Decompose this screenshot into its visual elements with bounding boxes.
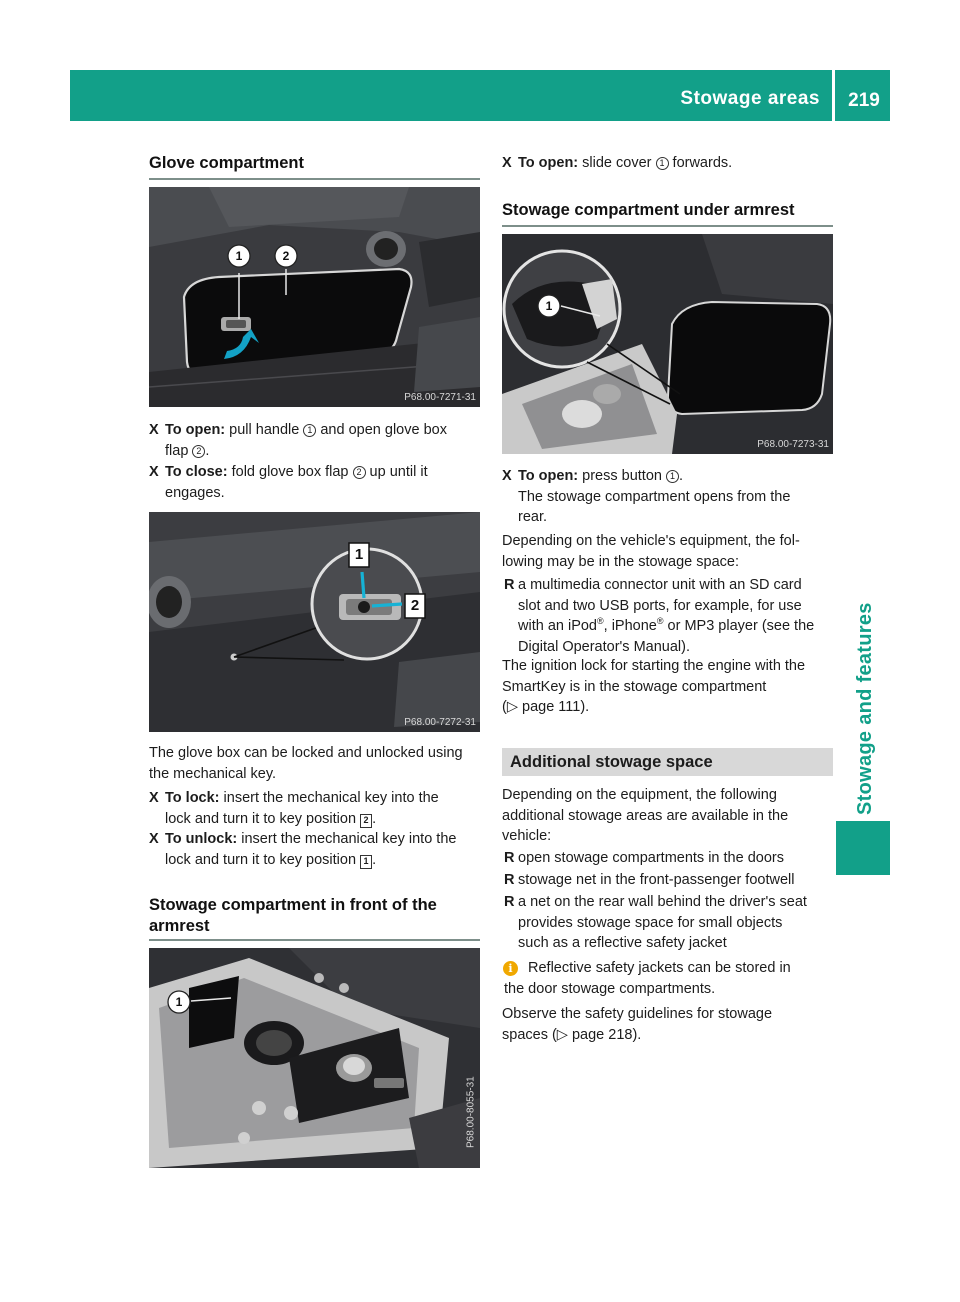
additional-heading: Additional stowage space <box>510 753 713 771</box>
number-marker: 1 <box>666 470 679 483</box>
key-position-marker: 2 <box>360 814 372 828</box>
step-unlock: X To unlock: insert the mechanical key into the lock and turn it to key position 1 . <box>149 831 457 868</box>
info-note: Reflective safety jackets can be stored in the door stowage compartments. <box>504 960 791 997</box>
equipment-intro: Depending on the vehicle's equipment, the fol- lowing may be in the stowage space: <box>502 533 800 570</box>
glove-heading: Glove compartment <box>149 154 304 172</box>
step-lock: X To lock: insert the mechanical key into the lock and turn it to key position 2 . <box>149 790 439 827</box>
figure-code: P68.00-7273-31 <box>757 439 829 450</box>
side-tab-label: Stowage and features <box>854 602 876 815</box>
front-armrest-illustration <box>149 948 480 1168</box>
heading-rule <box>502 225 833 227</box>
key-1: 1 <box>354 546 364 563</box>
number-marker: 2 <box>353 466 366 479</box>
page-link-218[interactable]: spaces (▷ page 218). <box>502 1026 642 1043</box>
heading-rule <box>149 178 480 180</box>
bullet-doors: R open stowage compartments in the doors <box>504 850 784 866</box>
additional-heading-box <box>502 748 833 776</box>
bullet-net-footwell: R stowage net in the front-passenger footwell <box>504 872 795 888</box>
key-position-marker: 1 <box>360 855 372 869</box>
under-armrest-figure <box>502 234 833 454</box>
key-2: 2 <box>410 597 420 614</box>
bullet-multimedia: R a multimedia connector unit with an SD card slot and two USB ports, for example, for use with an iPod®, iPhone® or MP3 player (see the Digital Operator's Manual). <box>504 577 815 655</box>
glove-illustration <box>149 187 480 407</box>
number-marker: 2 <box>192 445 205 458</box>
additional-intro: Depending on the equipment, the following additional stowage areas are available in the vehicle: <box>502 787 789 844</box>
info-icon: i <box>503 961 518 976</box>
callout-1: 1 <box>545 299 553 313</box>
front-armrest-figure <box>149 948 480 1168</box>
observe-note: Observe the safety guidelines for stowage spaces (▷ page 218). <box>502 1006 773 1043</box>
step-close: X To close: fold glove box flap 2 up until it engages. <box>149 464 428 501</box>
number-marker: 1 <box>656 157 669 170</box>
figure-code: P68.00-8055-31 <box>466 1076 477 1148</box>
step-open: X To open: pull handle 1 and open glove box flap 2 . <box>149 422 447 459</box>
lock-figure <box>149 512 480 732</box>
step-under-open: X To open: press button 1 . The stowage compartment opens from the rear. <box>502 468 791 525</box>
heading-rule <box>149 939 480 941</box>
front-armrest-heading: Stowage compartment in front of the armrest <box>149 896 437 935</box>
bullet-rear-net: R a net on the rear wall behind the driver's seat provides stowage space for small objects such as a reflective safety jacket <box>504 894 807 951</box>
side-tab-marker <box>836 821 890 875</box>
figure-code: P68.00-7271-31 <box>404 392 476 403</box>
under-armrest-heading: Stowage compartment under armrest <box>502 201 795 219</box>
number-marker: 1 <box>303 424 316 437</box>
page-link-111[interactable]: (▷ page 111). <box>502 699 590 715</box>
callout-2: 2 <box>282 249 290 263</box>
figure-code: P68.00-7272-31 <box>404 717 476 728</box>
lock-illustration <box>149 512 480 732</box>
ignition-note: The ignition lock for starting the engine with the SmartKey is in the stowage compartment (▷ page 111). <box>502 658 806 715</box>
callout-1: 1 <box>175 995 183 1009</box>
callout-1: 1 <box>235 249 243 263</box>
lock-intro: The glove box can be locked and unlocked using the mechanical key. <box>149 745 463 782</box>
glove-figure <box>149 187 480 407</box>
under-armrest-illustration <box>502 234 833 454</box>
page-number: 219 <box>848 90 880 111</box>
step-front-open: X To open: slide cover 1 forwards. <box>502 155 733 171</box>
section-title: Stowage areas <box>680 88 820 109</box>
header-separator <box>832 70 835 121</box>
